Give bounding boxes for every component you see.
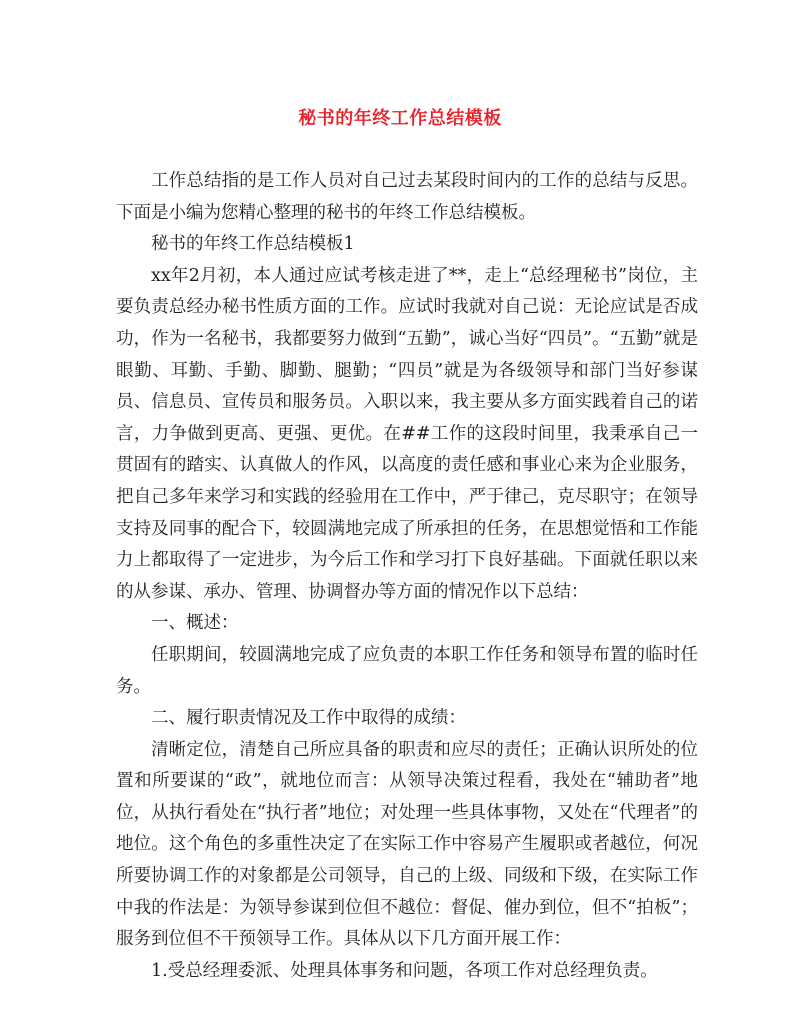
paragraph-intro: 工作总结指的是工作人员对自己过去某段时间内的工作的总结与反思。下面是小编为您精心整理的秘书的年终工作总结模板。 xyxy=(116,171,698,223)
paragraph-duties: 清晰定位，清楚自己所应具备的职责和应尽的责任；正确认识所处的位置和所要谋的“政”，就地位而言：从领导决策过程看，我处在“辅助者”地位，从执行看处在“执行者”地位；对处理一些具体事物，又处在“代理者”的地位。这个角色的多重性决定了在实际工作中容易产生履职或者越位，何况所要协调工作的对象都是公司领导，自己的上级、同级和下级，在实际工作中我的作法是：为领导参谋到位但不越位：督促、催办到位，但不“拍板”；服务到位但不干预领导工作。具体从以下几方面开展工作： xyxy=(116,739,698,950)
document-body xyxy=(116,166,698,987)
paragraph-background: xx年2月初，本人通过应试考核走进了**，走上“总经理秘书”岗位，主要负责总经办秘书性质方面的工作。应试时我就对自己说：无论应试是否成功，作为一名秘书，我都要努力做到“五勤”，诚心当好“四员”。“五勤”就是眼勤、耳勤、手勤、脚勤、腿勤；“四员”就是为各级领导和部门当好参谋员、信息员、宣传员和服务员。入职以来，我主要从多方面实践着自己的诺言，力争做到更高、更强、更优。在##工作的这段时间里，我秉承自己一贯固有的踏实、认真做人的作风，以高度的责任感和事业心来为企业服务，把自己多年来学习和实践的经验用在工作中，严于律己，克尽职守；在领导支持及同事的配合下，较圆满地完成了所承担的任务，在思想觉悟和工作能力上都取得了一定进步，为今后工作和学习打下良好基础。下面就任职以来的从参谋、承办、管理、协调督办等方面的情况作以下总结： xyxy=(116,265,698,602)
paragraph-heading-duties: 二、履行职责情况及工作中取得的成绩： xyxy=(151,708,466,729)
paragraph-item-1: 1.受总经理委派、处理具体事务和问题，各项工作对总经理负责。 xyxy=(151,960,658,981)
paragraph-overview: 任职期间，较圆满地完成了应负责的本职工作任务和领导布置的临时任务。 xyxy=(116,644,698,697)
paragraph-heading-overview: 一、概述： xyxy=(151,613,239,634)
paragraph-subtitle: 秘书的年终工作总结模板1 xyxy=(151,234,355,255)
document-title: 秘书的年终工作总结模板 xyxy=(298,108,502,129)
